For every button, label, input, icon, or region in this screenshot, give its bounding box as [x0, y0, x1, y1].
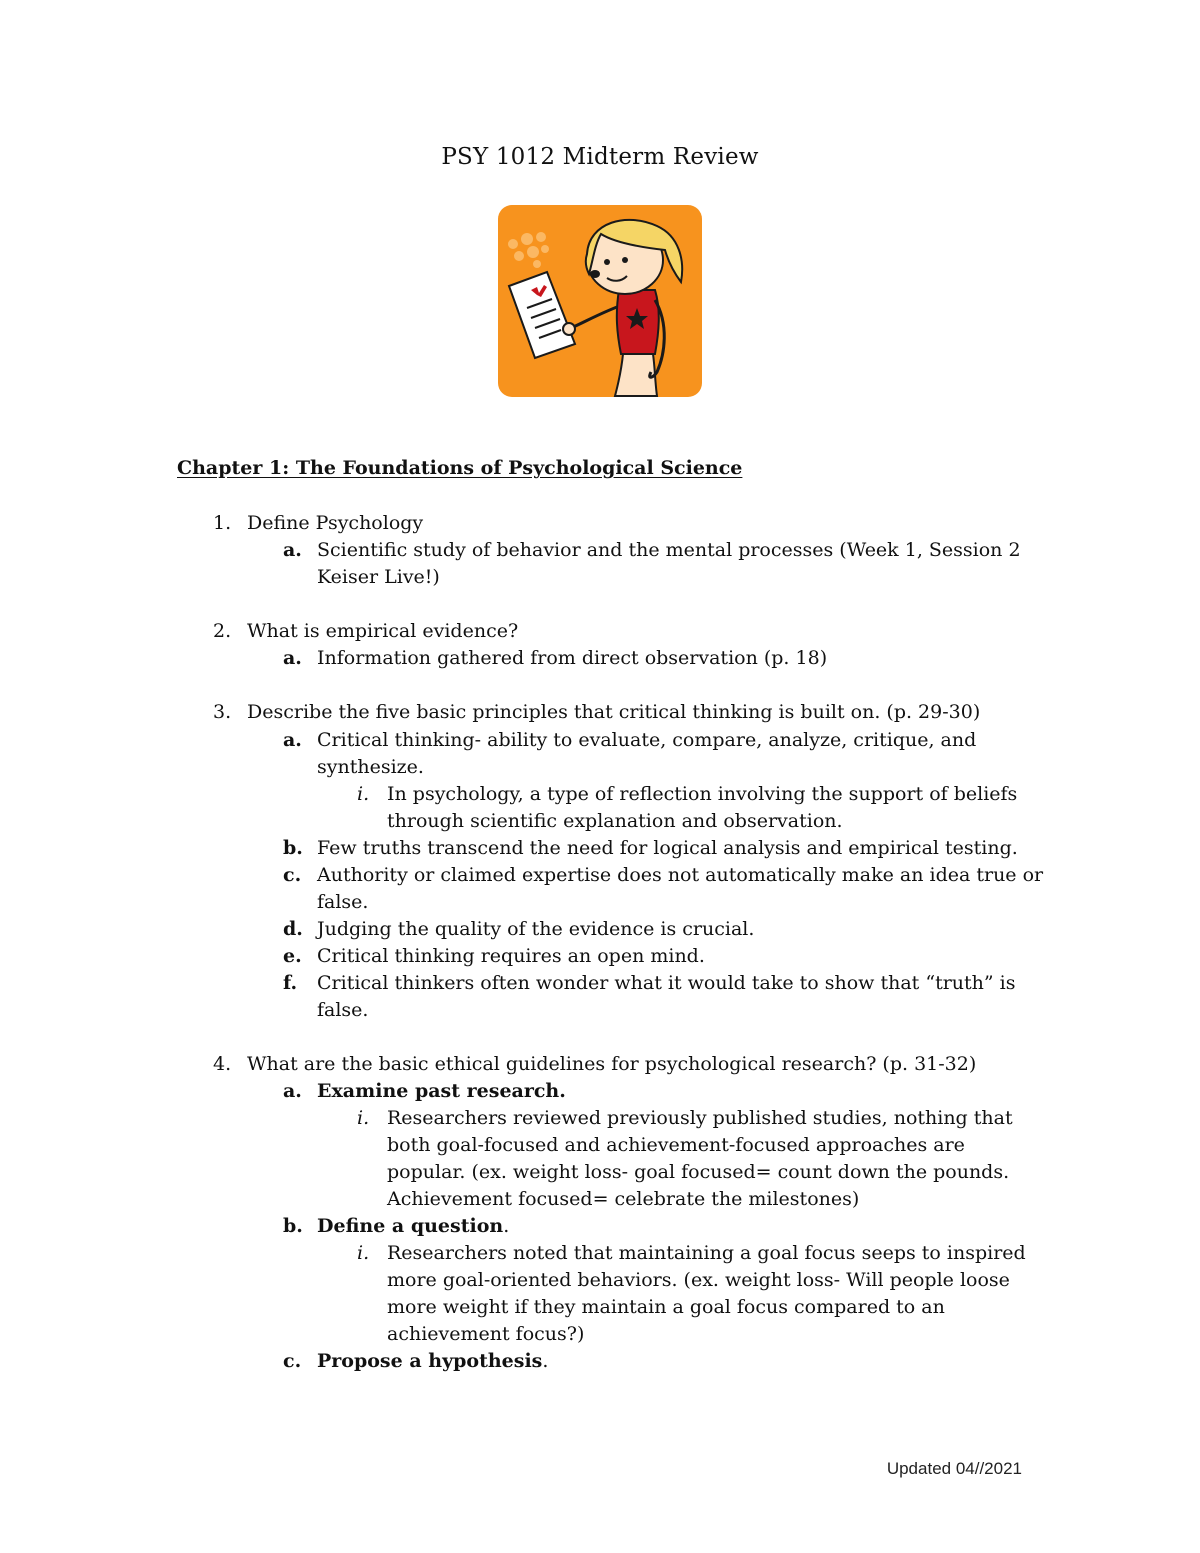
item-text: Keiser Live!)	[317, 566, 440, 588]
subitem-text: Achievement focused= celebrate the milestones)	[387, 1188, 860, 1210]
subitem-text: achievement focus?)	[387, 1323, 585, 1345]
item-label: a.	[283, 729, 302, 751]
subitem-text: more weight if they maintain a goal focus compared to an	[387, 1296, 945, 1318]
item-heading: Examine past research.	[317, 1080, 566, 1102]
chapter-heading: Chapter 1: The Foundations of Psychological Science	[177, 457, 743, 479]
item-text: Critical thinking- ability to evaluate, compare, analyze, critique, and	[317, 729, 977, 751]
item-heading-line	[317, 1213, 509, 1240]
subitem-label: i.	[357, 1242, 370, 1264]
item-text: false.	[317, 891, 369, 913]
item-label: a.	[283, 539, 302, 561]
question-number: 2.	[213, 620, 232, 642]
item-text: Information gathered from direct observation (p. 18)	[317, 647, 828, 669]
updated-footer: Updated 04//2021	[886, 1459, 1022, 1478]
item-text: synthesize.	[317, 756, 424, 778]
subitem-text: In psychology, a type of reflection involving the support of beliefs	[387, 783, 1018, 805]
item-heading: Define a question	[317, 1215, 504, 1237]
question-number: 3.	[213, 701, 232, 723]
item-label: a.	[283, 1080, 302, 1102]
item-label: b.	[283, 837, 303, 859]
student-clipart	[497, 204, 703, 398]
item-text: Critical thinkers often wonder what it would take to show that “truth” is	[317, 972, 1016, 994]
question-text: Describe the five basic principles that critical thinking is built on. (p. 29-30)	[247, 701, 981, 723]
page-title: PSY 1012 Midterm Review	[441, 144, 759, 170]
item-text: false.	[317, 999, 369, 1021]
item-label: c.	[283, 864, 302, 886]
item-text: Judging the quality of the evidence is crucial.	[317, 918, 755, 940]
item-heading: Propose a hypothesis	[317, 1350, 543, 1372]
question-text: What is empirical evidence?	[247, 620, 519, 642]
item-text: Critical thinking requires an open mind.	[317, 945, 705, 967]
subitem-label: i.	[357, 1107, 370, 1129]
subitem-text: through scientific explanation and observation.	[387, 810, 843, 832]
subitem-text: more goal-oriented behaviors. (ex. weight loss- Will people loose	[387, 1269, 1010, 1291]
subitem-text: both goal-focused and achievement-focused approaches are	[387, 1134, 965, 1156]
item-heading-tail: .	[542, 1350, 549, 1372]
item-label: a.	[283, 647, 302, 669]
item-label: f.	[283, 972, 298, 994]
item-label: e.	[283, 945, 302, 967]
item-heading-tail: .	[503, 1215, 510, 1237]
question-number: 4.	[213, 1053, 232, 1075]
item-heading-line	[317, 1348, 548, 1375]
item-text: Scientific study of behavior and the mental processes (Week 1, Session 2	[317, 539, 1021, 561]
subitem-text: popular. (ex. weight loss- goal focused= count down the pounds.	[387, 1161, 1010, 1183]
subitem-text: Researchers reviewed previously published studies, nothing that	[387, 1107, 1013, 1129]
subitem-text: Researchers noted that maintaining a goal focus seeps to inspired	[387, 1242, 1026, 1264]
question-text: Define Psychology	[247, 512, 424, 534]
item-text: Authority or claimed expertise does not automatically make an idea true or	[317, 864, 1044, 886]
question-number: 1.	[213, 512, 232, 534]
subitem-label: i.	[357, 783, 370, 805]
item-label: d.	[283, 918, 303, 940]
item-label: c.	[283, 1350, 302, 1372]
item-text: Few truths transcend the need for logical analysis and empirical testing.	[317, 837, 1018, 859]
question-text: What are the basic ethical guidelines for psychological research? (p. 31-32)	[247, 1053, 977, 1075]
item-label: b.	[283, 1215, 303, 1237]
